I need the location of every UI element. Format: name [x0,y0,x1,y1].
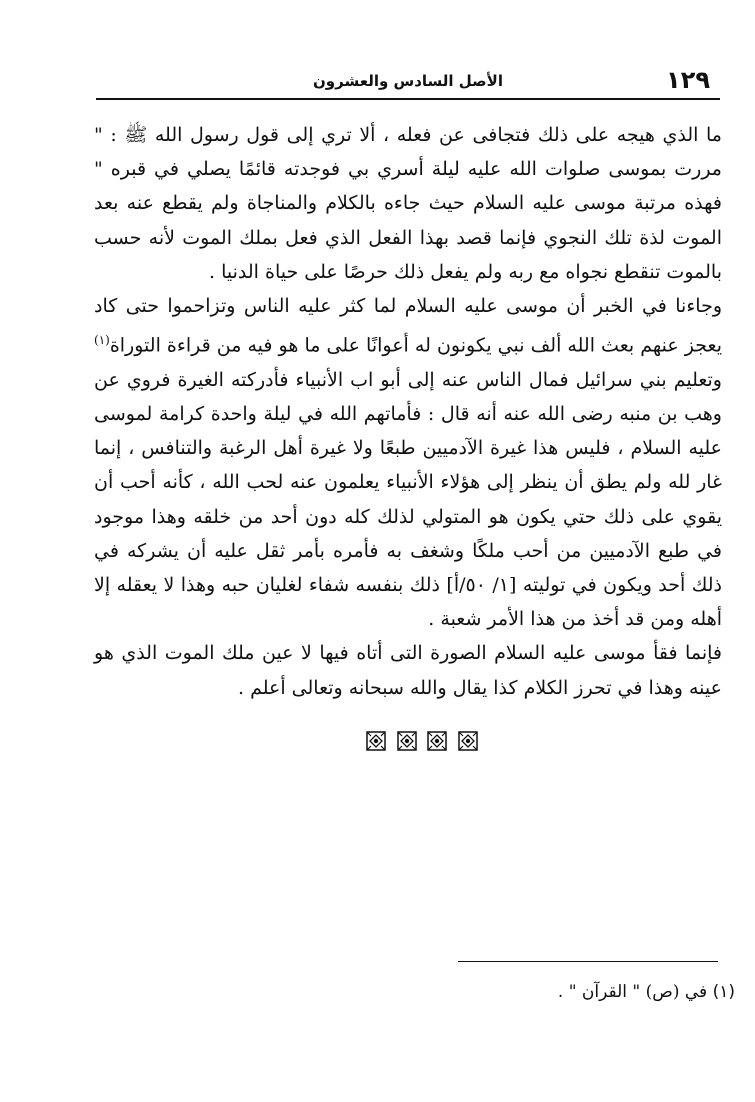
paragraph-text: وتعليم بني سرائيل فمال الناس عنه إلى أبو اب الأنبياء فأدركته الغيرة فروي عن وهب بن منبه رضى الله عنه أنه قال : فأماتهم الله في ليلة واحدة كرامة لموسى عليه السلام ، فليس هذا غيرة الآدميين طبعًا ولا غيرة أهل الرغبة والتنافس ، إنما غار لله ولم يطق أن ينظر إلى هؤلاء الأنبياء يعلمون عنه لحب الله ، كأنه أحب أن يقوي على ذلك حتي يكون هو المتولي لذلك كله دون أحد من خلقه وهذا موجود في طبع الآدميين من أحب ملكًا وشغف به فأمره بأمر ثقل عليه أن يشركه في ذلك أحد ويكون في توليته [١/ ٥٠/أ] ذلك بنفسه شفاء لغليان حبه وهذا لا يعقله إلا أهله ومن قد أخذ من هذا الأمر شعبة . [94,368,722,631]
footnote-reference: (١) [94,333,110,348]
paragraph-text: وجاءنا في الخبر أن موسى عليه السلام لما كثر عليه الناس وتزاحموا حتى كاد يعجز عنهم بعث الله ألف نبي يكونون له أعوانًا على ما هو فيه من قراءة التوراة [94,295,722,357]
footnote-separator [458,961,718,962]
section-end-ornaments [366,731,478,753]
running-title: الأصل السادس والعشرون [313,72,503,90]
footnote-text: في (ص) " القرآن " . [557,982,708,1002]
page-number: ١٢٩ [666,66,710,94]
paragraph: فإنما فقأ موسى عليه السلام الصورة التى أتاه فيها لا عين ملك الموت الذي هو عينه وهذا في تحرز الكلام كذا يقال والله سبحانه وتعالى أعلم . [94,642,722,699]
header-rule [96,98,720,100]
square-knot-ornament-icon [458,731,478,751]
main-text [94,118,722,705]
paragraph: ما الذي هيجه على ذلك فتجافى عن فعله ، ألا تري إلى قول رسول الله ﷺ : " مررت بموسى صلوات الله عليه ليلة أسري بي فوجدته قائمًا يصلي في قبره " فهذه مرتبة موسى عليه السلام حيث جاءه بالكلام والمناجاة ولم يقطع عنه بعد الموت لذة تلك النجوي فإنما قصد بهذا الفعل الذي فعل بملك الموت لأنه حسب بالموت تنقطع نجواه مع ربه ولم يفعل ذلك حرصًا على حياة الدنيا . [94,124,722,283]
footnote-number: (١) [712,982,735,1002]
paragraph [94,289,722,636]
footnote [335,982,735,1002]
square-knot-ornament-icon [366,731,386,751]
square-knot-ornament-icon [397,731,417,751]
square-knot-ornament-icon [427,731,447,751]
page-header [96,66,720,96]
